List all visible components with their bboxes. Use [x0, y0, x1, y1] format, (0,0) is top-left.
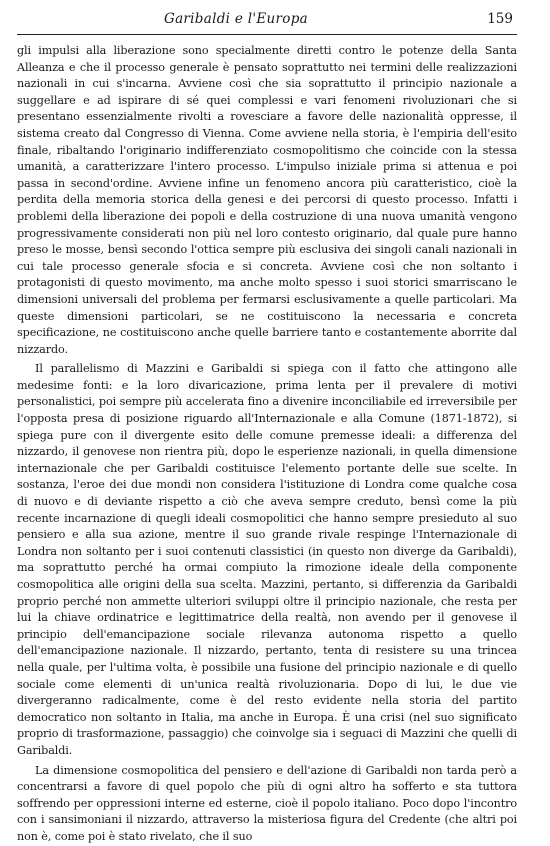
- book-page: [17, 10, 517, 846]
- body-text: [17, 43, 517, 846]
- page-number: 159: [487, 11, 513, 27]
- page-header: [17, 10, 517, 35]
- paragraph-continued: gli impulsi alla liberazione sono specialmente diretti contro le potenze della Santa Alleanza e che il processo generale è pensato soprattutto nei termini delle realizzazioni nazionali in cui s'incarna. Avviene così che sia soprattutto il principio nazionale a suggellare e ad ispirare di sé quei complessi e vari fenomeni rivoluzionari che si presentano essenzialmente rivolti a rovesciare a favore delle nazionalità oppresse, il sistema creato dal Congresso di Vienna. Come avviene nella storia, è l'empiria dell'esito finale, ribaltando l'originario indifferenziato cosmopolitismo che coincide con la stessa umanità, a caratterizzare l'intero processo. L'impulso iniziale prima si attenua e poi passa in second'ordine. Avviene infine un fenomeno ancora più caratteristico, cioè la perdita della memoria storica della genesi e dei percorsi di questo processo. Infatti i problemi della liberazione dei popoli e della costruzione di una nuova umanità vengono progressivamente considerati non più nel loro contesto originario, dal quale pure hanno preso le mosse, bensì secondo l'ottica sempre più esclusiva dei singoli canali nazionali in cui tale processo generale sfocia e si concreta. Avviene così che non soltanto i protagonisti di questo movimento, ma anche molto spesso i suoi storici smarriscano le dimensioni universali del problema per fermarsi esclusivamente a quelle particolari. Ma queste dimensioni particolari, se ne costituiscono la necessaria e concreta specificazione, ne costituiscono anche quelle barriere tanto e costantemente aborrite dal nizzardo.: [17, 44, 517, 356]
- running-head: Garibaldi e l'Europa: [164, 11, 308, 27]
- paragraph: La dimensione cosmopolitica del pensiero e dell'azione di Garibaldi non tarda però a concentrarsi a favore di quel popolo che più di ogni altro ha sofferto e sta tuttora soffrendo per oppressioni interne ed esterne, cioè il popolo italiano. Poco dopo l'incontro con i sansimoniani il nizzardo, attraverso la misteriosa figura del Credente (che altri poi non è, come poi è stato rivelato, che il suo: [17, 763, 517, 843]
- paragraph: Il parallelismo di Mazzini e Garibaldi si spiega con il fatto che attingono alle medesime fonti: e la loro divaricazione, prima lenta per il prevalere di motivi personalistici, poi sempre più accelerata fino a divenire inconciliabile ed irreversibile per l'opposta presa di posizione riguardo all'Internazionale e alla Comune (1871-1872), si spiega pure con il divergente esito delle comune premesse ideali: a differenza del nizzardo, il genovese non rientra più, dopo le esperienze nazionali, in quella dimensione internazionale che per Garibaldi costituisce l'elemento portante delle sue scelte. In sostanza, l'eroe dei due mondi non considera l'istituzione di Londra come qualche cosa di nuovo e di deviante rispetto a ciò che aveva sempre creduto, bensì come la più recente incarnazione di quegli ideali cosmopolitici che hanno sempre presieduto al suo pensiero e alla sua azione, mentre il suo grande rivale respinge l'Internazionale di Londra non soltanto per i suoi contenuti classistici (in questo non diverge da Garibaldi), ma soprattutto perché ha ormai compiuto la rimozione ideale della componente cosmopolitica alle origini della sua scelta. Mazzini, pertanto, si differenzia da Garibaldi proprio perché non ammette ulteriori sviluppi oltre il principio nazionale, che resta per lui la chiave ordinatrice e legittimatrice della realtà, non avendo per il genovese il principio dell'emancipazione sociale rilevanza autonoma rispetto a quello dell'emancipazione nazionale. Il nizzardo, pertanto, tenta di resistere su una trincea nella quale, per l'ultima volta, è possibile una fusione del principio nazionale e di quello sociale come elementi di un'unica realtà rivoluzionaria. Dopo di lui, le due vie divergeranno radicalmente, come è del resto evidente nella storia del partito democratico non soltanto in Italia, ma anche in Europa. È una crisi (nel suo significato proprio di trasformazione, passaggio) che coinvolge sia i seguaci di Mazzini che quelli di Garibaldi.: [17, 362, 517, 757]
